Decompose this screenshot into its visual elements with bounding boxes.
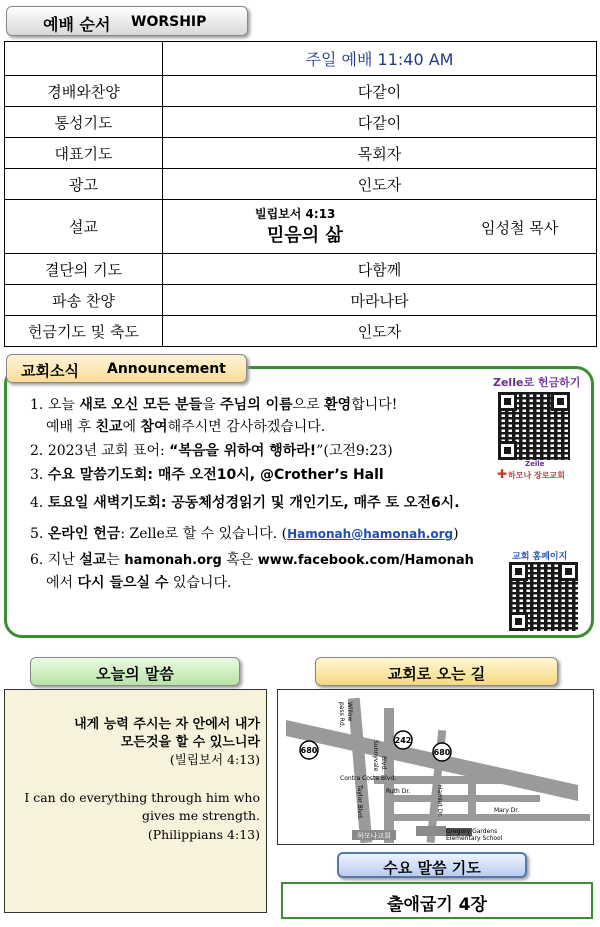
item-number: 4.	[30, 495, 44, 511]
item-bold: 환영	[324, 397, 352, 413]
worship-order-table	[4, 41, 597, 347]
worship-heading-ko: 예배 순서	[43, 15, 111, 34]
sermon-row	[5, 200, 597, 254]
item-text: 2023년 교회 표어:	[47, 443, 170, 459]
table-row	[5, 107, 597, 138]
order-item: 광고	[5, 169, 163, 200]
item-number: 1.	[30, 397, 44, 413]
verse-en-line1: I can do everything through him who	[24, 790, 260, 805]
order-item: 헌금기도 및 축도	[5, 316, 163, 347]
road-contra-costa	[374, 776, 524, 784]
street-sunnyvale: Sunnyvale	[372, 740, 379, 772]
list-item	[30, 523, 459, 543]
order-value: 마라나타	[163, 285, 597, 316]
wednesday-text: 출애굽기 4장	[387, 895, 487, 915]
order-item: 대표기도	[5, 138, 163, 169]
item-text: : Zelle로 할 수 있습니다. (	[120, 526, 288, 542]
table-row	[5, 42, 597, 76]
item-number: 5.	[30, 526, 44, 542]
street-hamlet: Hamlet Dr.	[436, 785, 443, 818]
sermon-preacher: 임성철 목사	[481, 219, 559, 237]
order-item: 파송 찬양	[5, 285, 163, 316]
item-bold: hamonah.org	[124, 553, 222, 568]
order-value: 다같이	[163, 76, 597, 107]
item-bold: 수요 말씀기도회: 매주 오전10시, @Crother’s Hall	[47, 467, 384, 483]
item-number: 3.	[30, 467, 44, 483]
order-value: 인도자	[163, 316, 597, 347]
order-value: 다함께	[163, 254, 597, 285]
school-label-2: Elementary School	[446, 835, 503, 842]
sermon-title: 믿음의 삶	[267, 225, 343, 246]
item-bold: 친교	[95, 419, 123, 435]
item-bold: 설교	[79, 552, 107, 568]
directions-heading-tag	[315, 657, 558, 686]
verse-ko-line2: 모든것을 할 수 있느니라	[120, 735, 260, 750]
table-row	[5, 285, 597, 316]
street-taylor: Taylor Blvd.	[356, 785, 363, 820]
homepage-label: 교회 홈페이지	[512, 552, 568, 562]
church-label: 하모나교회	[357, 832, 391, 840]
church-marker	[416, 826, 446, 836]
service-time: 주일 예배 11:40 AM	[163, 42, 597, 76]
street-contra-costa: Contra Costa Blvd.	[340, 775, 397, 782]
order-item: 결단의 기도	[5, 254, 163, 285]
table-row	[5, 254, 597, 285]
list-item	[30, 394, 397, 414]
item-text: 있습니다.	[172, 575, 232, 591]
item-text: 을	[202, 397, 216, 413]
order-value: 인도자	[163, 169, 597, 200]
item-bold: 주님의 이름	[220, 397, 293, 413]
item-text: )	[453, 526, 459, 542]
street-ruth: Ruth Dr.	[386, 788, 411, 795]
item-text: ”(고전9:23)	[316, 443, 393, 459]
verse-en-reference: (Philippians 4:13)	[147, 827, 260, 842]
list-item-continued	[46, 416, 325, 436]
freeway-680	[286, 720, 578, 801]
item-bold: 다시 들으실 수	[77, 575, 169, 591]
table-row	[5, 316, 597, 347]
sermon-scripture: 빌립보서 4:13	[255, 207, 336, 221]
giving-email-link[interactable]: Hamonah@hamonah.org	[287, 527, 454, 541]
item-number: 6.	[30, 552, 44, 568]
item-bold: www.facebook.com/Hamonah	[257, 553, 474, 568]
announcement-heading-ko: 교회소식	[21, 362, 79, 380]
todays-word-heading: 오늘의 말씀	[96, 665, 174, 683]
street-willow: Willow	[346, 702, 353, 722]
list-item-continued	[46, 572, 231, 592]
item-bold: “복음을 위하여 행하라!	[169, 443, 317, 459]
item-text: 합니다!	[351, 397, 398, 413]
hwy-242-label: 242	[394, 736, 412, 745]
church-logo-icon: ✚	[497, 467, 508, 481]
table-row	[5, 138, 597, 169]
street-pass-rd: pass Rd.	[338, 702, 345, 728]
sermon-cell	[163, 200, 597, 254]
zelle-logo: Zelle	[525, 460, 545, 468]
order-item: 경배와찬양	[5, 76, 163, 107]
wednesday-heading-tag	[337, 852, 527, 878]
todays-word-box	[4, 689, 267, 913]
road-mary	[390, 814, 590, 821]
directions-map	[277, 689, 594, 845]
homepage-qr-code[interactable]	[509, 562, 578, 631]
item-text: 혹은	[226, 552, 254, 568]
item-bold: 참여	[140, 419, 168, 435]
item-text: 오늘	[47, 397, 75, 413]
item-text: 해주시면 감사하겠습니다.	[167, 419, 326, 435]
wednesday-heading: 수요 말씀 기도	[383, 859, 481, 877]
hwy-680-right-label: 680	[433, 748, 451, 757]
item-text: 으로	[292, 397, 320, 413]
school-label-1: Gregory Gardens	[446, 828, 498, 835]
item-text: 예배 후	[46, 419, 92, 435]
verse-ko-reference: (빌립보서 4:13)	[169, 752, 260, 767]
list-item	[30, 464, 384, 484]
list-item	[30, 549, 474, 569]
item-bold: 토요일 새벽기도회: 공동체성경읽기 및 개인기도, 매주 토 오전6시.	[47, 495, 460, 511]
street-sunnyvale-blvd: Blvd.	[380, 756, 387, 772]
todays-word-heading-tag	[30, 657, 240, 686]
zelle-label: Zelle로 헌금하기	[493, 376, 581, 389]
order-value: 목회자	[163, 138, 597, 169]
list-item	[30, 492, 460, 512]
road-hamlet	[468, 770, 476, 820]
order-value: 다같이	[163, 107, 597, 138]
worship-heading-tag	[6, 6, 248, 36]
directions-heading: 교회로 오는 길	[387, 665, 486, 683]
verse-en-line2: gives me strength.	[142, 808, 260, 823]
order-item: 설교	[5, 200, 163, 254]
list-item	[30, 440, 393, 460]
wednesday-box	[281, 882, 593, 919]
item-text: 지난	[47, 552, 75, 568]
church-logo-text: 하모나 장로교회	[508, 471, 565, 480]
map-drawing	[278, 690, 592, 843]
announcement-heading-en: Announcement	[107, 361, 226, 377]
order-item: 통성기도	[5, 107, 163, 138]
announcement-heading-tag	[6, 354, 247, 383]
table-row	[5, 169, 597, 200]
item-text: 에	[122, 419, 137, 435]
item-text: 에서	[46, 575, 74, 591]
table-row	[5, 76, 597, 107]
worship-heading-en: WORSHIP	[131, 14, 207, 30]
map-roads	[286, 698, 590, 843]
street-mary: Mary Dr.	[494, 807, 520, 814]
item-text: 는	[106, 552, 120, 568]
item-bold: 새로 오신 모든 분들	[79, 397, 203, 413]
item-number: 2.	[30, 443, 44, 459]
hwy-680-left-label: 680	[300, 746, 318, 755]
item-bold: 온라인 헌금	[47, 526, 121, 542]
verse-ko-line1: 내게 능력 주시는 자 안에서 내가	[74, 717, 260, 732]
table-cell-empty	[5, 42, 163, 76]
zelle-qr-code[interactable]	[498, 392, 570, 460]
road-ruth	[390, 795, 540, 802]
